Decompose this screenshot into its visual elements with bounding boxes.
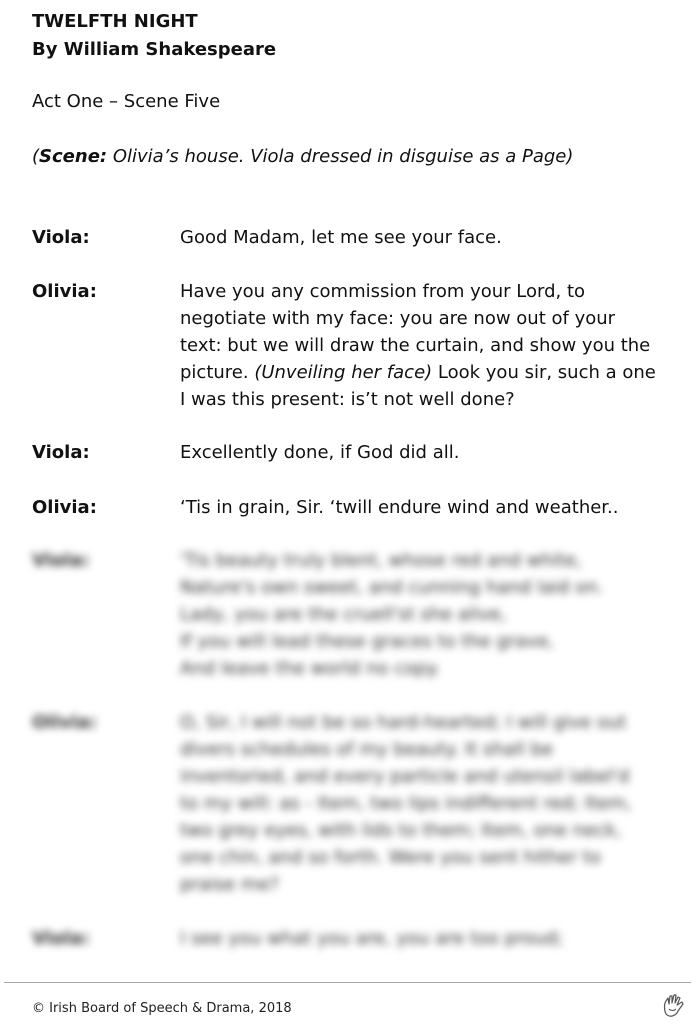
- speech-line: If you will lead these graces to the grave,: [180, 631, 554, 652]
- speech-line: [180, 359, 656, 386]
- speech-lines: [180, 925, 563, 952]
- footer-divider: [4, 982, 691, 983]
- speaker-name: Viola:: [32, 227, 90, 248]
- speech-lines: [180, 709, 632, 898]
- speech-line: one chin, and so forth. Were you sent hither to: [180, 847, 601, 868]
- speech-line: two grey eyes, with lids to them; Item, one neck,: [180, 820, 622, 841]
- speech-lines: [180, 494, 619, 521]
- speech-line: inventoried, and every particle and utensil label'd: [180, 766, 630, 787]
- speech-line: Lady, you are the cruell'st she alive,: [180, 604, 507, 625]
- play-title: TWELFTH NIGHT: [32, 11, 198, 32]
- speaker-name: Olivia:: [32, 712, 97, 733]
- speaker-name: Olivia:: [32, 497, 97, 518]
- stage-direction-text: Olivia’s house. Viola dressed in disguise as a Page): [107, 146, 574, 167]
- speech-line: I see you what you are, you are too proud;: [180, 928, 564, 949]
- speech-line: to my will: as - Item, two lips indifferent red; Item,: [180, 793, 632, 814]
- speaker-name: Olivia:: [32, 281, 97, 302]
- act-scene-heading: Act One – Scene Five: [32, 91, 221, 112]
- footer-copyright: © Irish Board of Speech & Drama, 2018: [32, 1001, 292, 1016]
- speech-line: O, Sir, I will not be so hard-hearted; I will give out: [180, 712, 627, 733]
- speaker-name: Viola:: [32, 442, 90, 463]
- speech-text: Look you sir, such a one: [432, 362, 656, 383]
- speech-line: ‘Tis in grain, Sir. ‘twill endure wind and weather..: [180, 497, 619, 518]
- speech-line: divers schedules of my beauty. It shall be: [180, 739, 554, 760]
- speech-line: Have you any commission from your Lord, to: [180, 281, 586, 302]
- speech-line: 'Tis beauty truly blent, whose red and white,: [180, 550, 582, 571]
- speech-lines: [180, 547, 603, 682]
- inline-stage-direction: (Unveiling her face): [254, 362, 433, 383]
- hand-logo-icon: [660, 992, 688, 1020]
- speech-lines: [180, 278, 656, 413]
- speech-line: praise me?: [180, 874, 280, 895]
- speech-line: text: but we will draw the curtain, and show you the: [180, 335, 651, 356]
- document-title-block: [32, 8, 276, 64]
- stage-direction-open: (: [32, 146, 40, 167]
- speech-line: Good Madam, let me see your face.: [180, 227, 502, 248]
- speech-lines: [180, 224, 502, 251]
- speech-line: And leave the world no copy.: [180, 658, 441, 679]
- speech-lines: [180, 439, 459, 466]
- stage-direction-label: Scene:: [39, 146, 108, 167]
- speech-line: negotiate with my face: you are now out of your: [180, 308, 616, 329]
- speech-line: Excellently done, if God did all.: [180, 442, 460, 463]
- speech-line: I was this present: is’t not well done?: [180, 389, 515, 410]
- speech-text: picture.: [180, 362, 255, 383]
- speech-line: Nature's own sweet, and cunning hand laid on.: [180, 577, 604, 598]
- speaker-name: Viola:: [32, 550, 90, 571]
- speaker-name: Viola:: [32, 928, 90, 949]
- author-line: By William Shakespeare: [32, 39, 277, 60]
- stage-direction: [32, 144, 573, 170]
